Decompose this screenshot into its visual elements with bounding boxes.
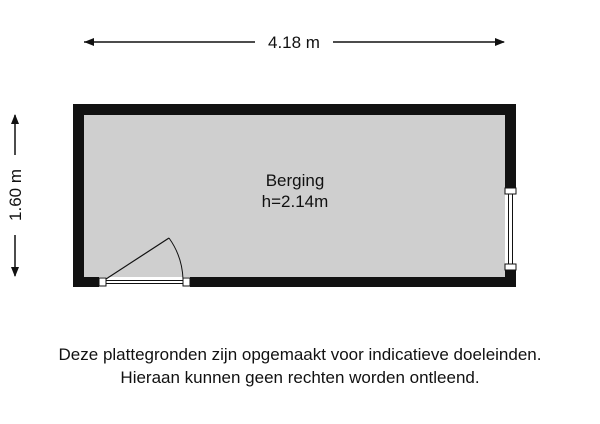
room-ceiling-height: h=2.14m bbox=[261, 192, 329, 211]
room-name: Berging bbox=[265, 171, 325, 190]
height-label: 1.60 m bbox=[6, 169, 25, 221]
door-jamb-right bbox=[183, 278, 190, 286]
width-arrow-right-icon bbox=[495, 38, 505, 46]
window-opening bbox=[505, 188, 516, 270]
door-opening bbox=[99, 277, 190, 287]
door-jamb-left bbox=[99, 278, 106, 286]
width-dimension bbox=[84, 33, 505, 52]
room-berging bbox=[73, 104, 516, 287]
height-arrow-bottom-icon bbox=[11, 267, 19, 277]
height-dimension bbox=[6, 114, 25, 277]
height-arrow-top-icon bbox=[11, 114, 19, 124]
width-label: 4.18 m bbox=[268, 33, 320, 52]
window-frame-top bbox=[505, 188, 516, 194]
disclaimer-line-1: Deze plattegronden zijn opgemaakt voor indicatieve doeleinden. bbox=[58, 345, 542, 364]
disclaimer-line-2: Hieraan kunnen geen rechten worden ontleend. bbox=[120, 368, 480, 387]
window-frame-bottom bbox=[505, 264, 516, 270]
width-arrow-left-icon bbox=[84, 38, 94, 46]
window-right bbox=[505, 188, 516, 270]
